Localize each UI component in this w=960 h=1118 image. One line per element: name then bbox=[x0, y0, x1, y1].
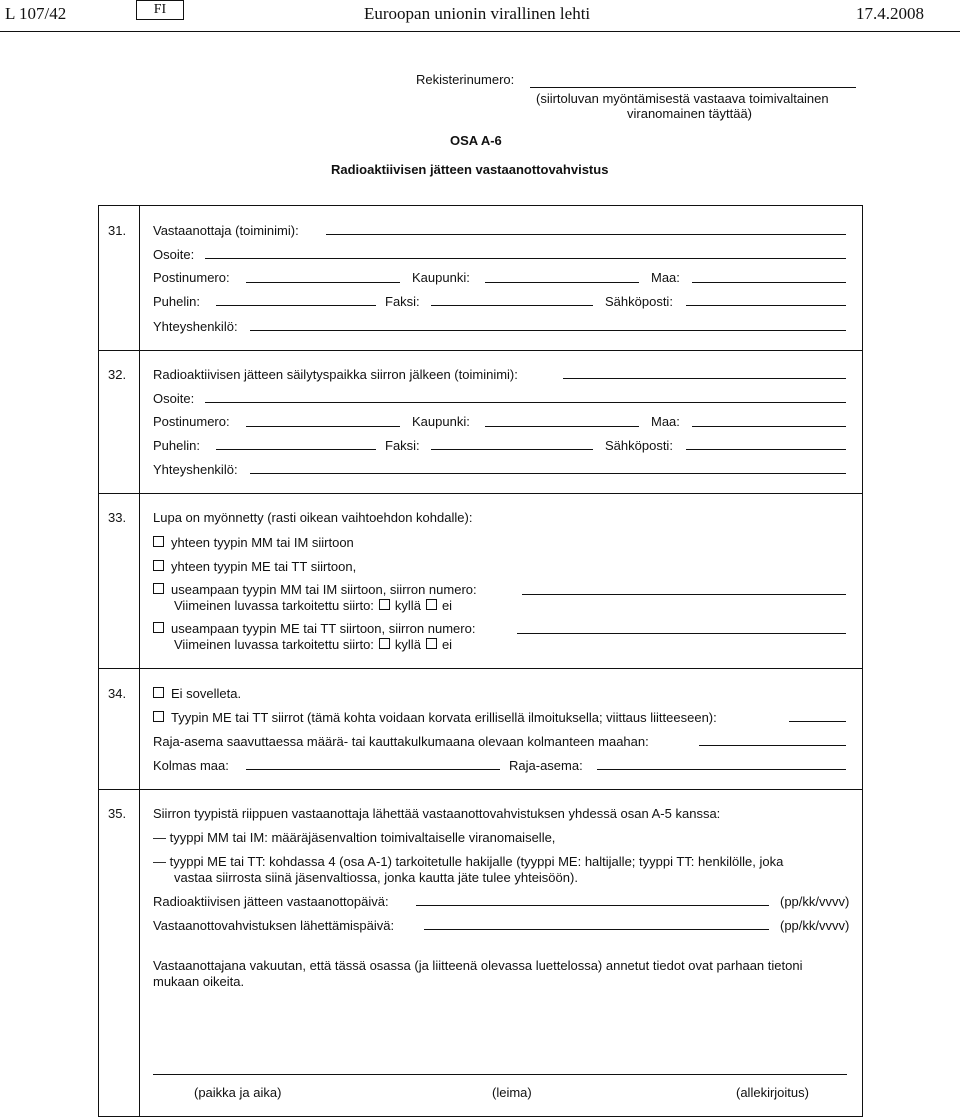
me-tt-option[interactable] bbox=[153, 710, 717, 725]
date-format: (pp/kk/vvvv) bbox=[780, 918, 850, 933]
phone-label: Puhelin: bbox=[153, 294, 200, 309]
email-label: Sähköposti: bbox=[605, 438, 673, 453]
option-label: useampaan tyypin ME tai TT siirtoon, siirron numero: bbox=[171, 621, 476, 636]
dash-item-me-tt: — tyyppi ME tai TT: kohdassa 4 (osa A-1) tarkoitetulle hakijalle (tyyppi ME: haltijalle; tyyppi TT: henkilölle, joka bbox=[153, 854, 784, 869]
postcode-field[interactable] bbox=[246, 426, 400, 427]
phone-field[interactable] bbox=[216, 449, 376, 450]
fax-label: Faksi: bbox=[385, 294, 420, 309]
registration-label: Rekisterinumero: bbox=[416, 72, 515, 87]
last-shipment-label: Viimeinen luvassa tarkoitettu siirto: bbox=[174, 637, 374, 652]
no-label: ei bbox=[441, 598, 453, 613]
section-number-33: 33. bbox=[108, 510, 127, 525]
permit-intro: Lupa on myönnetty (rasti oikean vaihtoehdon kohdalle): bbox=[153, 510, 473, 525]
send-date-field[interactable] bbox=[424, 929, 769, 930]
checkbox[interactable] bbox=[153, 687, 164, 698]
address-field[interactable] bbox=[205, 258, 846, 259]
part-label: OSA A-6 bbox=[450, 133, 502, 148]
receipt-date-field[interactable] bbox=[416, 905, 769, 906]
fax-field[interactable] bbox=[431, 449, 593, 450]
checkbox-no[interactable] bbox=[426, 599, 437, 610]
email-label: Sähköposti: bbox=[605, 294, 673, 309]
last-shipment-row bbox=[174, 598, 452, 613]
country-field[interactable] bbox=[692, 426, 846, 427]
place-time-caption: (paikka ja aika) bbox=[194, 1085, 282, 1100]
ack-intro: Siirron tyypistä riippuen vastaanottaja lähettää vastaanottovahvistuksen yhdessä osan A-5 kanssa: bbox=[153, 806, 721, 821]
checkbox[interactable] bbox=[153, 560, 164, 571]
date-format: (pp/kk/vvvv) bbox=[780, 894, 850, 909]
journal-title: Euroopan unionin virallinen lehti bbox=[364, 4, 591, 23]
language-code: FI bbox=[136, 0, 184, 20]
registration-note-2: viranomainen täyttää) bbox=[627, 106, 753, 121]
recipient-field[interactable] bbox=[326, 234, 846, 235]
checkbox-yes[interactable] bbox=[379, 638, 390, 649]
stamp-caption: (leima) bbox=[492, 1085, 532, 1100]
checkbox[interactable] bbox=[153, 583, 164, 594]
option-label: useampaan tyypin MM tai IM siirtoon, siirron numero: bbox=[171, 582, 477, 597]
dash-item-me-tt-cont: vastaa siirrosta siinä jäsenvaltiossa, jonka kautta jäte tulee yhteisöön). bbox=[174, 870, 578, 885]
receipt-date-label: Radioaktiivisen jätteen vastaanottopäivä: bbox=[153, 894, 389, 909]
publication-date: 17.4.2008 bbox=[856, 4, 924, 23]
border-station-label: Raja-asema saavuttaessa määrä- tai kauttakulkumaana olevaan kolmanteen maahan: bbox=[153, 734, 649, 749]
header-rule bbox=[0, 31, 960, 32]
city-field[interactable] bbox=[485, 282, 639, 283]
option-single-mm-im[interactable] bbox=[153, 535, 354, 550]
no-label: ei bbox=[441, 637, 453, 652]
postcode-field[interactable] bbox=[246, 282, 400, 283]
city-field[interactable] bbox=[485, 426, 639, 427]
checkbox[interactable] bbox=[153, 711, 164, 722]
country-label: Maa: bbox=[651, 270, 680, 285]
option-label: Tyypin ME tai TT siirrot (tämä kohta voidaan korvata erillisellä ilmoituksella; viittaus liitteeseen): bbox=[171, 710, 717, 725]
fax-field[interactable] bbox=[431, 305, 593, 306]
email-field[interactable] bbox=[686, 449, 846, 450]
fax-label: Faksi: bbox=[385, 438, 420, 453]
section-divider-31 bbox=[98, 350, 863, 351]
page-header bbox=[0, 0, 960, 32]
declaration-line-2: mukaan oikeita. bbox=[153, 974, 245, 989]
phone-label: Puhelin: bbox=[153, 438, 200, 453]
last-shipment-label: Viimeinen luvassa tarkoitettu siirto: bbox=[174, 598, 374, 613]
signature-line[interactable] bbox=[153, 1074, 847, 1075]
third-country-field[interactable] bbox=[246, 769, 500, 770]
signature-caption: (allekirjoitus) bbox=[736, 1085, 809, 1100]
send-date-label: Vastaanottovahvistuksen lähettämispäivä: bbox=[153, 918, 395, 933]
option-multi-mm-im[interactable] bbox=[153, 582, 477, 597]
phone-field[interactable] bbox=[216, 305, 376, 306]
section-number-31: 31. bbox=[108, 223, 127, 238]
not-applicable-option[interactable] bbox=[153, 686, 241, 701]
section-number-34: 34. bbox=[108, 686, 127, 701]
registration-field[interactable] bbox=[530, 87, 856, 88]
option-label: yhteen tyypin MM tai IM siirtoon bbox=[171, 535, 354, 550]
shipment-number-field[interactable] bbox=[522, 594, 846, 595]
section-divider-34 bbox=[98, 789, 863, 790]
annex-reference-field[interactable] bbox=[789, 721, 846, 722]
postcode-label: Postinumero: bbox=[153, 414, 230, 429]
page-reference: L 107/42 bbox=[5, 4, 67, 23]
storage-label: Radioaktiivisen jätteen säilytyspaikka siirron jälkeen (toiminimi): bbox=[153, 367, 518, 382]
option-single-me-tt[interactable] bbox=[153, 559, 356, 574]
checkbox[interactable] bbox=[153, 536, 164, 547]
city-label: Kaupunki: bbox=[412, 270, 470, 285]
address-label: Osoite: bbox=[153, 247, 195, 262]
registration-note-1: (siirtoluvan myöntämisestä vastaava toimivaltainen bbox=[536, 91, 829, 106]
shipment-number-field[interactable] bbox=[517, 633, 846, 634]
yes-label: kyllä bbox=[394, 637, 421, 652]
section-number-35: 35. bbox=[108, 806, 127, 821]
storage-field[interactable] bbox=[563, 378, 846, 379]
last-shipment-row bbox=[174, 637, 452, 652]
yes-label: kyllä bbox=[394, 598, 421, 613]
checkbox-no[interactable] bbox=[426, 638, 437, 649]
section-divider-32 bbox=[98, 493, 863, 494]
option-label: yhteen tyypin ME tai TT siirtoon, bbox=[171, 559, 357, 574]
declaration-line-1: Vastaanottajana vakuutan, että tässä osassa (ja liitteenä olevassa luettelossa) annetut tiedot ovat parhaan tietoni bbox=[153, 958, 803, 973]
border-post-label: Raja-asema: bbox=[509, 758, 583, 773]
country-field[interactable] bbox=[692, 282, 846, 283]
email-field[interactable] bbox=[686, 305, 846, 306]
section-number-32: 32. bbox=[108, 367, 127, 382]
country-label: Maa: bbox=[651, 414, 680, 429]
contact-label: Yhteyshenkilö: bbox=[153, 319, 238, 334]
checkbox[interactable] bbox=[153, 622, 164, 633]
recipient-label: Vastaanottaja (toiminimi): bbox=[153, 223, 299, 238]
postcode-label: Postinumero: bbox=[153, 270, 230, 285]
address-label: Osoite: bbox=[153, 391, 195, 406]
contact-field[interactable] bbox=[250, 330, 846, 331]
option-label: Ei sovelleta. bbox=[171, 686, 242, 701]
number-column-divider bbox=[139, 205, 140, 1116]
contact-field[interactable] bbox=[250, 473, 846, 474]
border-station-field[interactable] bbox=[699, 745, 846, 746]
third-country-label: Kolmas maa: bbox=[153, 758, 229, 773]
contact-label: Yhteyshenkilö: bbox=[153, 462, 238, 477]
option-multi-me-tt[interactable] bbox=[153, 621, 475, 636]
city-label: Kaupunki: bbox=[412, 414, 470, 429]
form-title: Radioaktiivisen jätteen vastaanottovahvistus bbox=[331, 162, 609, 177]
dash-item-mm-im: — tyyppi MM tai IM: määräjäsenvaltion toimivaltaiselle viranomaiselle, bbox=[153, 830, 556, 845]
checkbox-yes[interactable] bbox=[379, 599, 390, 610]
address-field[interactable] bbox=[205, 402, 846, 403]
section-divider-33 bbox=[98, 668, 863, 669]
border-post-field[interactable] bbox=[597, 769, 846, 770]
